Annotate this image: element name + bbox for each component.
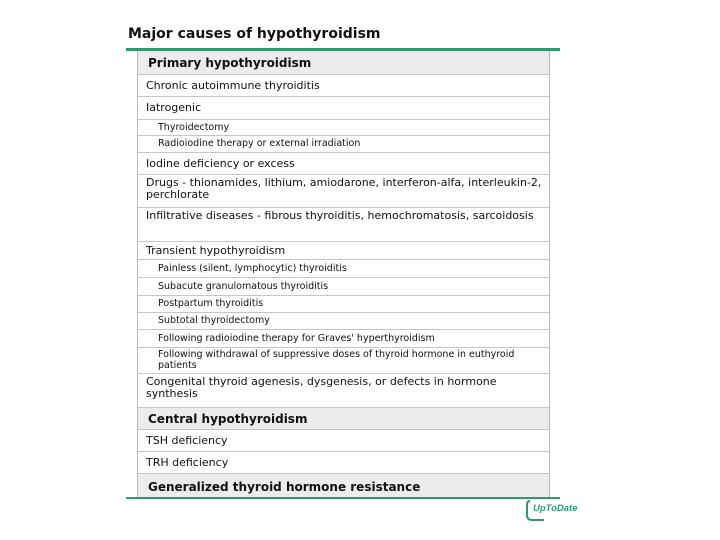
page-title: Major causes of hypothyroidism [128,26,381,42]
logo-graphic [526,498,592,522]
table-row: Chronic autoimmune thyroiditis [138,75,549,97]
table-row: Following withdrawal of suppressive doses of thyroid hormone in euthyroid patients [138,348,549,374]
table-row: Following radioiodine therapy for Graves' hyperthyroidism [138,330,549,348]
primary-header: Primary hypothyroidism [138,51,549,75]
central-header: Central hypothyroidism [138,408,549,430]
table-row: Subtotal thyroidectomy [138,313,549,330]
table-row: Drugs - thionamides, lithium, amiodarone, interferon-alfa, interleukin-2, perchlorate [138,175,549,208]
table-row: Iodine deficiency or excess [138,153,549,175]
table-row: Painless (silent, lymphocytic) thyroiditis [138,260,549,278]
uptodate-logo [526,498,592,522]
table-row: Iatrogenic [146,101,202,114]
generalized-header: Generalized thyroid hormone resistance [138,474,549,499]
table-row: Transient hypothyroidism [138,242,549,260]
logo-text: UpToDate [533,503,578,514]
bottom-divider [126,497,560,499]
table-row: Infiltrative diseases - fibrous thyroiditis, hemochromatosis, sarcoidosis [138,208,549,242]
table-row: Radioiodine therapy or external irradiation [138,136,549,153]
table-row: Congenital thyroid agenesis, dysgenesis, or defects in hormone synthesis [138,374,549,408]
table-row: Postpartum thyroiditis [138,296,549,313]
table-row: TRH deficiency [138,452,549,474]
causes-table [137,51,550,499]
table-row: Thyroidectomy [138,119,549,136]
table-row: Subacute granulomatous thyroiditis [138,278,549,296]
table-row: TSH deficiency [138,430,549,452]
